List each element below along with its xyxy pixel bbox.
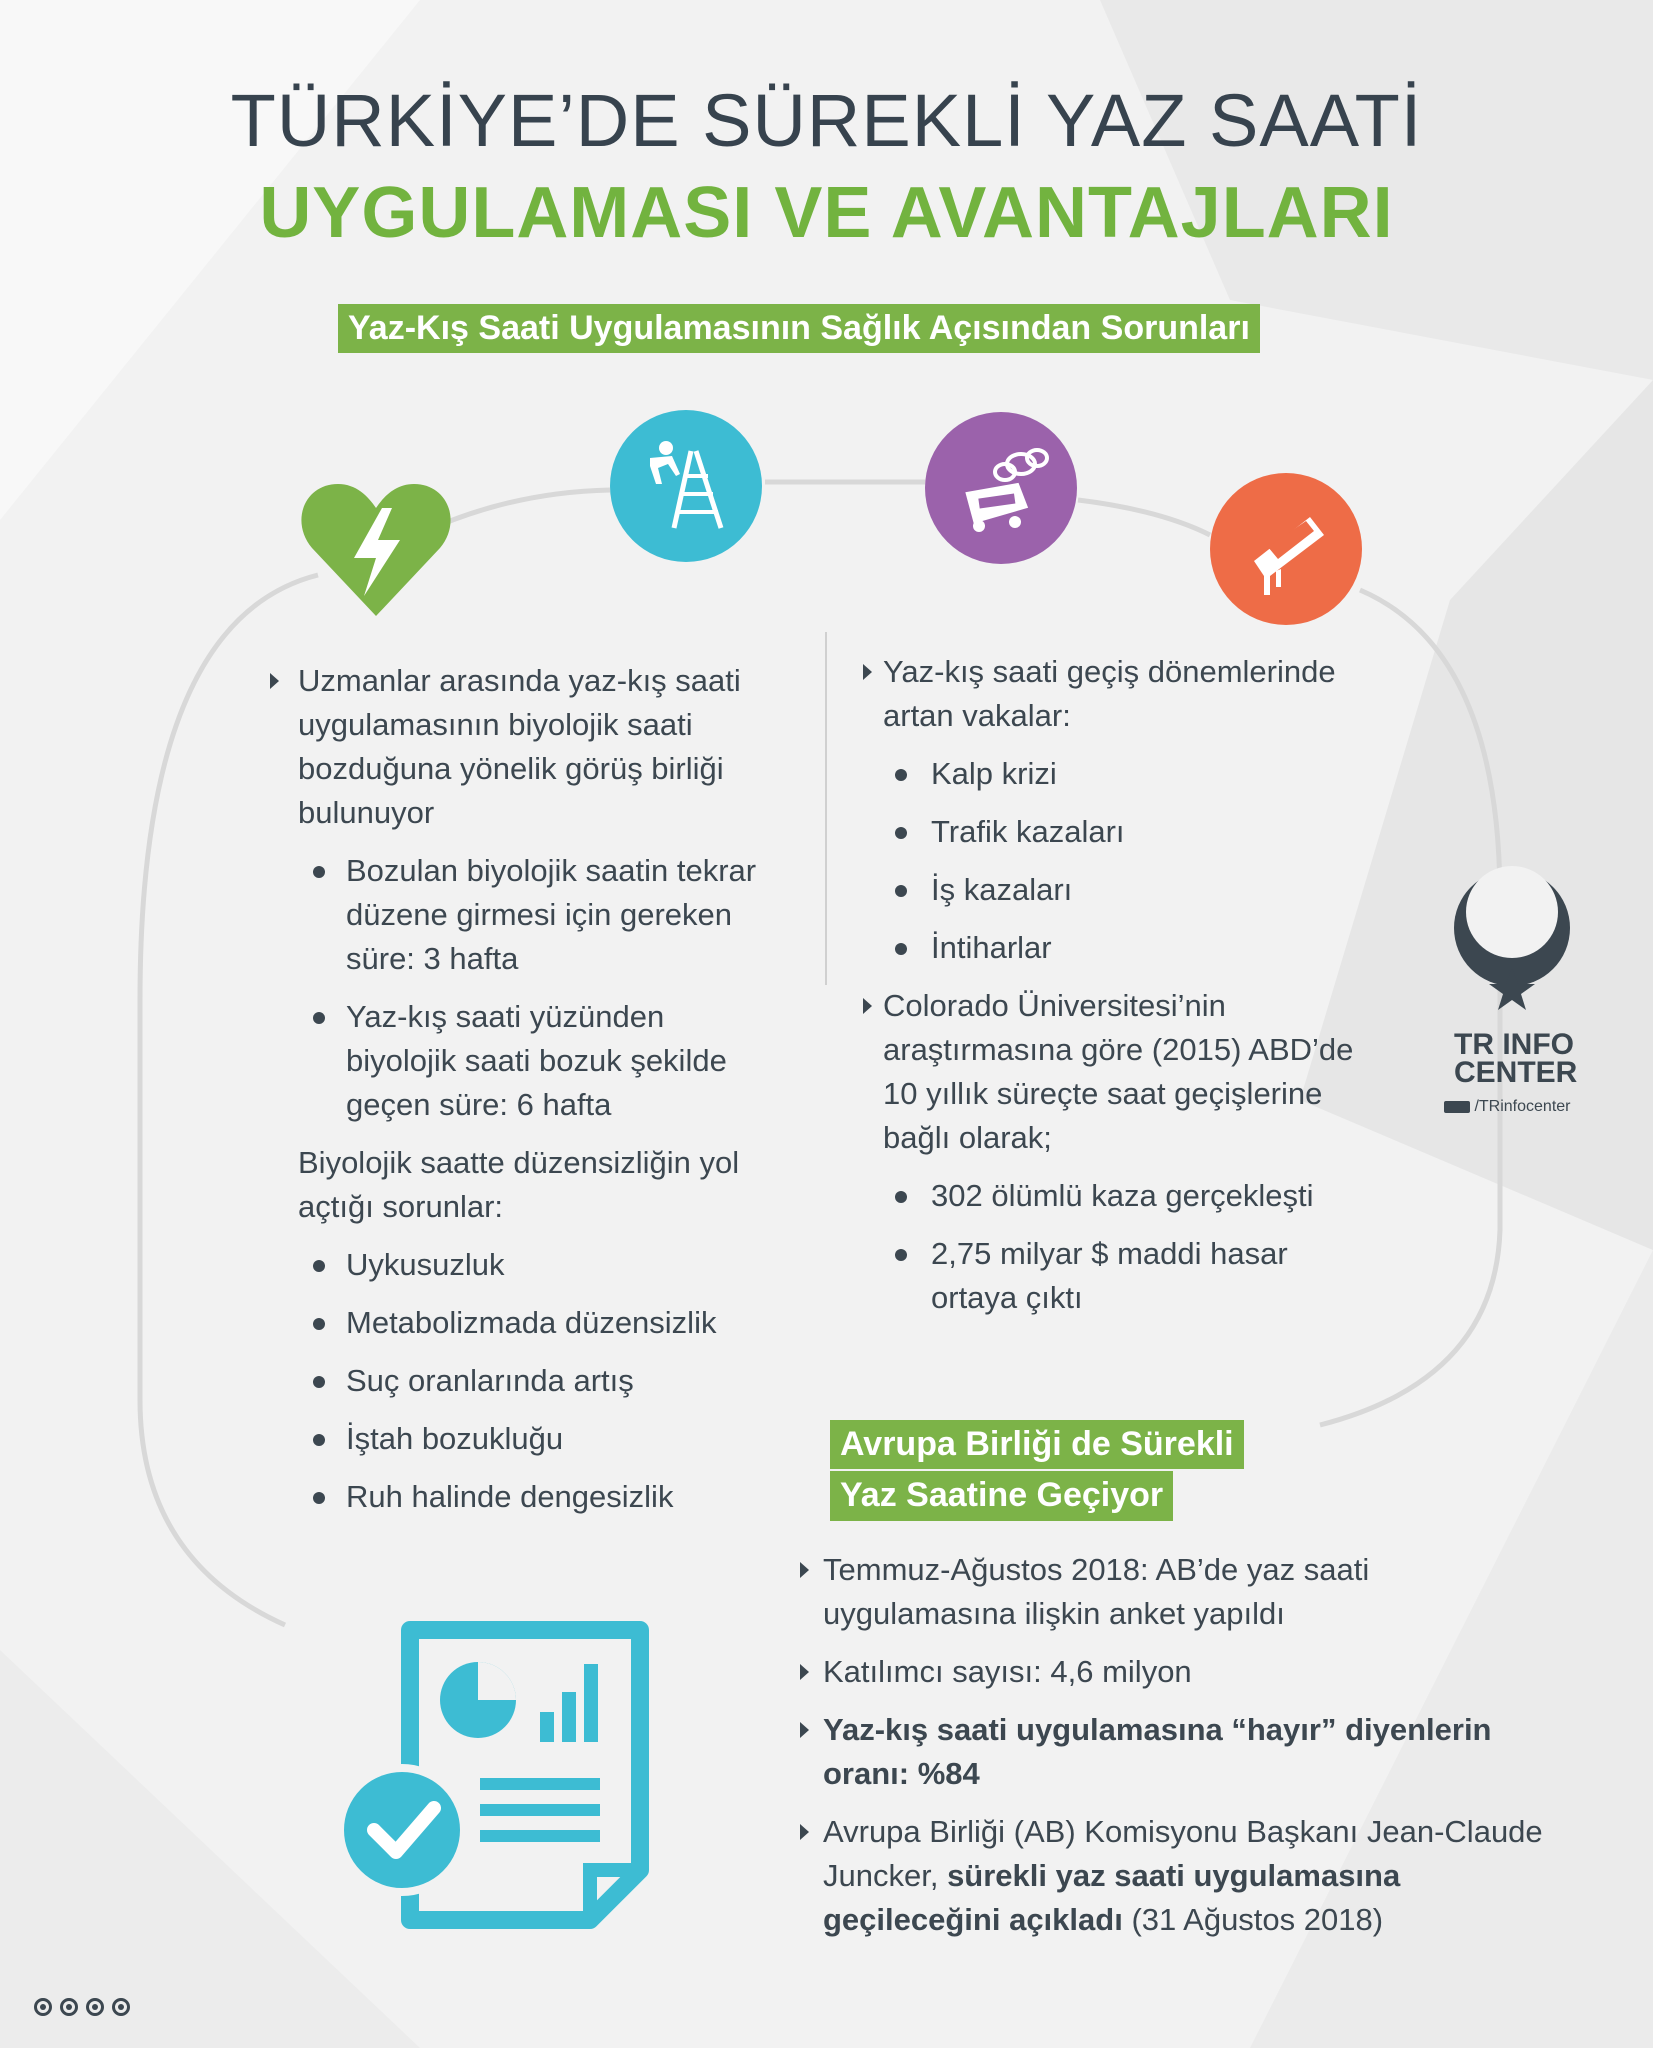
list-item: Suç oranlarında artış (268, 1359, 788, 1403)
list-item: Bozulan biyolojik saatin tekrar düzene girmesi için gereken süre: 3 hafta (268, 849, 788, 981)
bullet-dot-icon (313, 1260, 325, 1272)
bullet-dot-icon (313, 1318, 325, 1330)
list-item: Katılımcı sayısı: 4,6 milyon (795, 1650, 1645, 1694)
tr-info-center-logo (1430, 862, 1630, 1122)
section-eu-heading-line2: Yaz Saatine Geçiyor (830, 1471, 1173, 1520)
bullet-dot-icon (895, 943, 907, 955)
list-item: İştah bozukluğu (268, 1417, 788, 1461)
car-crash-icon (925, 412, 1077, 564)
bullet-dot-icon (895, 885, 907, 897)
section-health-heading-label: Yaz-Kış Saati Uygulamasının Sağlık Açısından Sorunları (338, 304, 1260, 353)
report-document-icon (340, 1620, 660, 1940)
health-right-column (853, 650, 1373, 1320)
logo-line2: CENTER (1454, 1056, 1578, 1089)
section-eu-heading-line1: Avrupa Birliği de Sürekli (830, 1420, 1244, 1469)
razor-blade-icon (1210, 473, 1362, 625)
page-title-line1: TÜRKİYE’DE SÜREKLİ YAZ SAATİ (230, 79, 1423, 162)
crescent-star-icon (1430, 862, 1630, 1032)
bullet-dot-icon (313, 1376, 325, 1388)
ladder-fall-icon (610, 410, 762, 562)
logo-line1: TR INFO (1454, 1028, 1574, 1061)
caret-right-icon (800, 1722, 809, 1738)
bullet-dot-icon (895, 1249, 907, 1261)
bullet-dot-icon (895, 769, 907, 781)
list-item: Temmuz-Ağustos 2018: AB’de yaz saati uygulamasına ilişkin anket yapıldı (795, 1548, 1645, 1636)
caret-right-icon (800, 1562, 809, 1578)
eu-bullets (795, 1548, 1645, 1942)
caret-right-icon (270, 673, 279, 689)
bullet-dot-icon (313, 1434, 325, 1446)
list-item: Trafik kazaları (853, 810, 1373, 854)
section-eu-heading (830, 1420, 1244, 1521)
logo-handle[interactable]: /TRinfocenter (1474, 1098, 1571, 1115)
page-title-line2: UYGULAMASI VE AVANTAJLARI (259, 173, 1394, 253)
list-item: 302 ölümlü kaza gerçekleşti (853, 1174, 1373, 1218)
list-item: Kalp krizi (853, 752, 1373, 796)
social-icons (1444, 1101, 1470, 1113)
bullet-dot-icon (895, 1191, 907, 1203)
list-item: Uykusuzluk (268, 1243, 788, 1287)
section-health-heading (338, 304, 1260, 353)
caret-right-icon (863, 998, 872, 1014)
list-item: İntiharlar (853, 926, 1373, 970)
caret-right-icon (800, 1664, 809, 1680)
caret-right-icon (800, 1824, 809, 1840)
bullet-dot-icon (313, 866, 325, 878)
pagination-dots[interactable] (34, 1998, 130, 2016)
bullet-dot-icon (313, 1492, 325, 1504)
heart-bolt-icon (300, 478, 452, 618)
list-item: Metabolizmada düzensizlik (268, 1301, 788, 1345)
list-item: Uzmanlar arasında yaz-kış saati uygulamasının biyolojik saati bozduğuna yönelik görüş birliği bulunuyor (268, 659, 788, 835)
list-item: Yaz-kış saati yüzünden biyolojik saati bozuk şekilde geçen süre: 6 hafta (268, 995, 788, 1127)
caret-right-icon (863, 664, 872, 680)
page-dot[interactable] (34, 1998, 52, 2016)
page-dot[interactable] (112, 1998, 130, 2016)
logo-social (1444, 1098, 1571, 1116)
list-item: Colorado Üniversitesi’nin araştırmasına göre (2015) ABD’de 10 yıllık süreçte saat geçişlerine bağlı olarak; (853, 984, 1373, 1160)
list-item: Yaz-kış saati uygulamasına “hayır” diyenlerin oranı: %84 (795, 1708, 1645, 1796)
bullet-dot-icon (313, 1012, 325, 1024)
bullet-dot-icon (895, 827, 907, 839)
page-dot[interactable] (60, 1998, 78, 2016)
list-item: İş kazaları (853, 868, 1373, 912)
list-item: Ruh halinde dengesizlik (268, 1475, 788, 1519)
health-left-column (268, 659, 788, 1519)
list-item: Yaz-kış saati geçiş dönemlerinde artan vakalar: (853, 650, 1373, 738)
problems-intro: Biyolojik saatte düzensizliğin yol açtığı sorunlar: (298, 1145, 740, 1224)
list-item: Avrupa Birliği (AB) Komisyonu Başkanı Jean-Claude Juncker, sürekli yaz saati uygulamasına geçileceğini açıkladı (31 Ağustos 2018) (795, 1810, 1645, 1942)
list-item: 2,75 milyar $ maddi hasar ortaya çıktı (853, 1232, 1373, 1320)
page-dot[interactable] (86, 1998, 104, 2016)
